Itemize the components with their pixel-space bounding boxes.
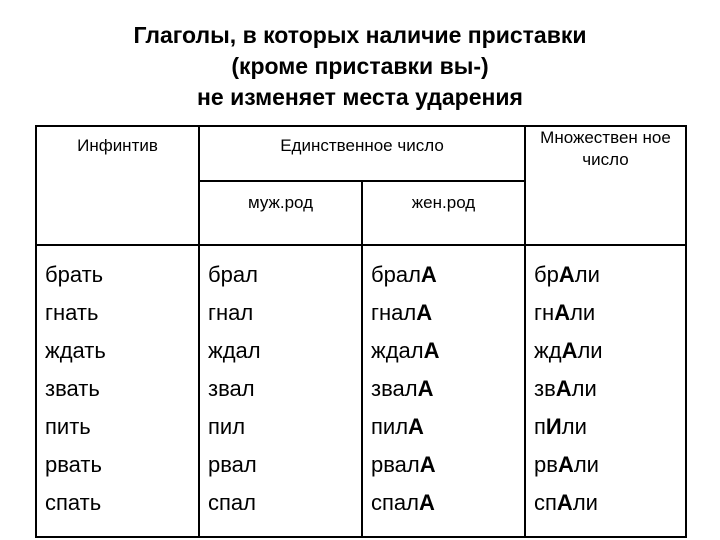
word-part: ли: [572, 490, 598, 515]
word-part: гн: [534, 300, 555, 325]
word-part: ли: [577, 338, 603, 363]
feminine-word: [371, 408, 524, 446]
word-part: гнал: [371, 300, 417, 325]
feminine-word: [371, 294, 524, 332]
word-part: ли: [573, 452, 599, 477]
header-masculine-label: муж.род: [247, 193, 314, 212]
plural-word: [534, 294, 685, 332]
stressed-vowel: И: [545, 414, 562, 439]
page-title: [0, 20, 720, 113]
header-plural: [525, 126, 686, 245]
stressed-vowel: А: [561, 338, 578, 363]
header-singular-label: Единственное число: [280, 136, 444, 155]
feminine-word: [371, 256, 524, 294]
infinitive-word: спать: [45, 490, 102, 515]
plural-word: [534, 484, 685, 522]
infinitive-word: пить: [45, 414, 91, 439]
plural-word: [534, 256, 685, 294]
header-feminine: [362, 181, 525, 245]
masculine-word: ждал: [208, 338, 261, 363]
stressed-vowel: А: [558, 262, 575, 287]
masculine-word: пил: [208, 414, 246, 439]
masculine-word: гнал: [208, 300, 254, 325]
plural-word: [534, 332, 685, 370]
plural-word: [534, 408, 685, 446]
stressed-vowel: А: [557, 452, 574, 477]
word-part: пил: [371, 414, 409, 439]
stressed-vowel: А: [423, 338, 440, 363]
infinitive-word: гнать: [45, 300, 99, 325]
stressed-vowel: А: [420, 262, 437, 287]
word-part: брал: [371, 262, 421, 287]
column-masculine: [199, 245, 362, 537]
infinitive-word: ждать: [45, 338, 106, 363]
column-infinitive: [36, 245, 199, 537]
infinitive-word: рвать: [45, 452, 102, 477]
plural-word: [534, 446, 685, 484]
word-part: п: [534, 414, 546, 439]
stressed-vowel: А: [419, 490, 435, 515]
stressed-vowel: А: [554, 300, 571, 325]
masculine-word: брал: [208, 262, 258, 287]
header-plural-label: Множествен ное число: [540, 128, 671, 169]
word-part: ли: [570, 300, 596, 325]
header-masculine: [199, 181, 362, 245]
word-part: звал: [371, 376, 418, 401]
feminine-word: [371, 484, 524, 522]
stressed-vowel: А: [419, 452, 436, 477]
stressed-vowel: А: [416, 300, 433, 325]
header-feminine-label: жен.род: [411, 193, 476, 212]
column-feminine: [362, 245, 525, 537]
header-singular: [199, 126, 525, 181]
feminine-word: [371, 332, 524, 370]
stressed-vowel: А: [556, 490, 573, 515]
header-infinitive: [36, 126, 199, 245]
infinitive-word: звать: [45, 376, 100, 401]
title-line-3: не изменяет места ударения: [197, 84, 523, 110]
title-line-2: (кроме приставки вы-): [231, 53, 489, 79]
stressed-vowel: А: [417, 376, 434, 401]
word-part: ли: [571, 376, 597, 401]
stressed-vowel: А: [555, 376, 572, 401]
plural-word: [534, 370, 685, 408]
column-plural: [525, 245, 686, 537]
title-line-1: Глаголы, в которых наличие приставки: [133, 22, 587, 48]
word-part: рв: [534, 452, 558, 477]
feminine-word: [371, 370, 524, 408]
word-part: ждал: [371, 338, 424, 363]
word-part: ли: [574, 262, 600, 287]
word-part: ли: [561, 414, 587, 439]
infinitive-word: брать: [45, 262, 104, 287]
masculine-word: спал: [208, 490, 256, 515]
word-part: жд: [534, 338, 562, 363]
word-part: бр: [534, 262, 559, 287]
word-part: рвал: [371, 452, 420, 477]
verb-table: [35, 125, 687, 538]
word-part: зв: [534, 376, 556, 401]
masculine-word: звал: [208, 376, 255, 401]
masculine-word: рвал: [208, 452, 257, 477]
stressed-vowel: А: [408, 414, 424, 439]
word-part: сп: [534, 490, 557, 515]
header-infinitive-label: Инфинтив: [77, 136, 158, 155]
word-part: спал: [371, 490, 419, 515]
feminine-word: [371, 446, 524, 484]
